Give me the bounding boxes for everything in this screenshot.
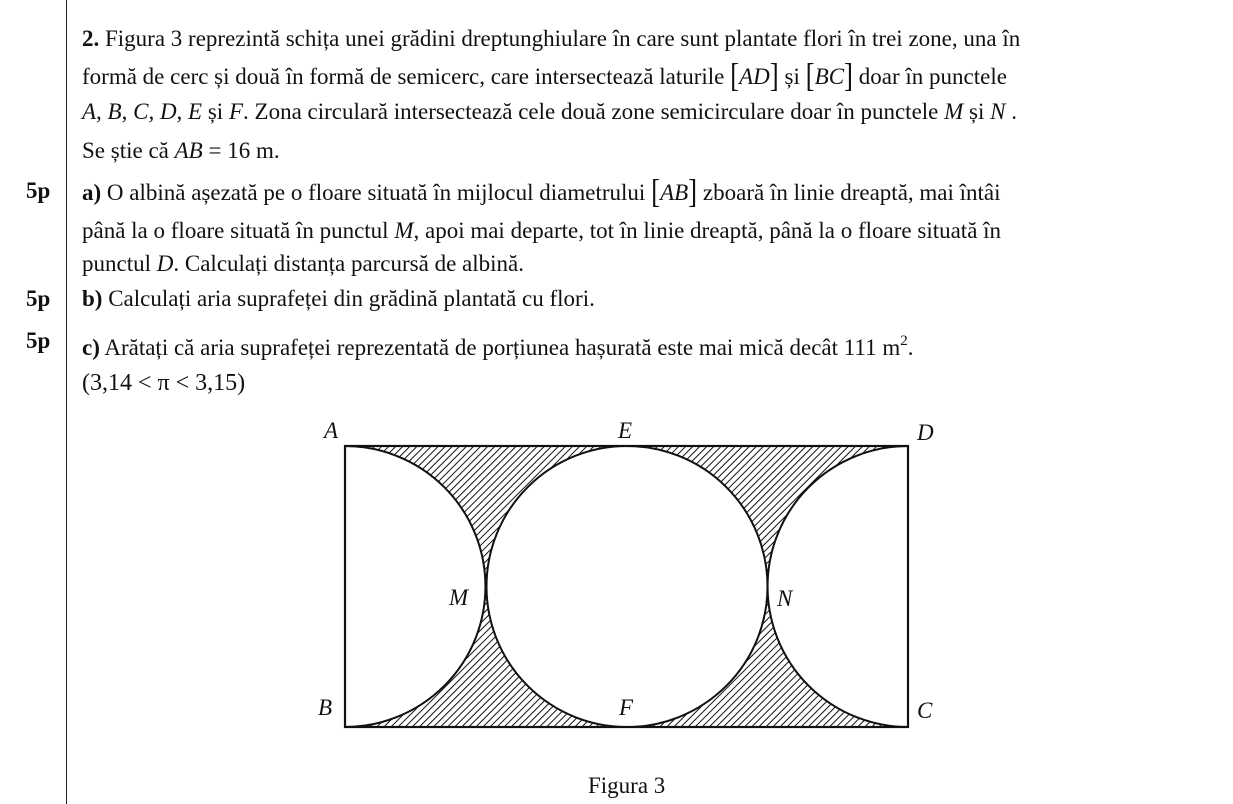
part-b-label: b) (82, 286, 103, 311)
problem-number: 2. (82, 26, 100, 51)
part-a-text-3a: punctul (82, 251, 151, 276)
given-ab: AB (174, 138, 203, 163)
point-m: M (944, 99, 964, 124)
segment-ad: AD (739, 64, 770, 89)
label-a: A (324, 418, 339, 443)
part-c-exponent: 2 (900, 333, 908, 349)
label-f: F (619, 695, 634, 720)
problem-intro-3-end: . (1011, 99, 1017, 124)
problem-intro-2b: și (784, 64, 800, 89)
point-n: N (990, 99, 1006, 124)
label-m: M (449, 585, 469, 610)
points-b: 5p (26, 286, 51, 311)
label-n: N (777, 586, 793, 611)
problem-intro-3-and2: și (969, 99, 985, 124)
part-c-label: c) (82, 335, 100, 360)
part-a-text-3b: . Calculați distanța parcursă de albină. (173, 251, 524, 276)
problem-intro-2a: formă de cerc și două în formă de semicerc, care intersectează laturile (82, 64, 725, 89)
part-a-line-1: a) O albină așezată pe o floare situată în mijlocul diametrului [AB] zboară în linie dreaptă, mai întâi (82, 172, 1001, 210)
points-c: 5p (26, 328, 51, 353)
pi-hint: (3,14 < π < 3,15) (82, 370, 246, 396)
part-a-text-1a: O albină așezată pe o floare situată în mijlocul diametrului (106, 180, 646, 205)
point-f: F (228, 99, 244, 124)
part-a-text-2a: până la o floare situată în punctul (82, 218, 389, 243)
hatched-region (345, 446, 908, 727)
part-b-text: Calculați aria suprafeței din grădină plantată cu flori. (108, 286, 595, 311)
garden-rectangle (345, 446, 908, 727)
label-d: D (917, 420, 934, 445)
problem-intro-2c: doar în punctele (858, 64, 1007, 89)
figure-caption: Figura 3 (588, 773, 666, 798)
part-c-end: . (907, 335, 914, 360)
label-e: E (618, 418, 633, 443)
given-text: Se știe că (82, 138, 169, 163)
part-a-label: a) (82, 180, 102, 205)
part-a-text-1b: zboară în linie dreaptă, mai întâi (702, 180, 1001, 205)
central-circle (487, 446, 768, 727)
problem-line-2: formă de cerc și două în formă de semicerc, care intersectează laturile [AD] și [BC] doar în punctele (82, 56, 1007, 94)
problem-intro-3-and: și (207, 99, 224, 124)
part-c-text: Arătați că aria suprafeței reprezentată de porțiunea hașurată este mai mică decât 111 m (104, 335, 901, 360)
problem-intro-1: Figura 3 reprezintă schița unei grădini dreptunghiulare în care sunt plantate flori în trei zone, una în (105, 26, 1021, 51)
part-a-text-2b: , apoi mai departe, tot în linie dreaptă, până la o floare situată în (413, 218, 1002, 243)
part-a-point-d: D (156, 251, 174, 276)
points-list: A, B, C, D, E (82, 99, 203, 124)
label-c: C (917, 698, 933, 723)
given-value: = 16 m. (208, 138, 280, 163)
label-b: B (318, 695, 333, 720)
segment-bc: BC (814, 64, 845, 89)
problem-intro-3: . Zona circulară intersectează cele două zone semicirculare doar în punctele (243, 99, 939, 124)
segment-ab: AB (660, 180, 689, 205)
part-a-point-m: M (394, 218, 414, 243)
points-a: 5p (26, 178, 51, 203)
